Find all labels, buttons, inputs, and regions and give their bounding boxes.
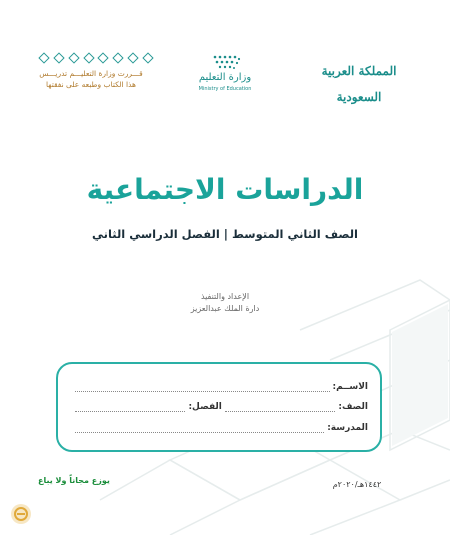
decree-text-line-1: قـــررت وزارة التعليـــم تدريـــس xyxy=(39,69,143,78)
diamond-icon xyxy=(113,52,124,63)
school-field[interactable] xyxy=(75,422,324,433)
preparation-label: الإعداد والتنفيذ xyxy=(200,292,250,301)
decree-text-line-2: هذا الكتاب وطبعه على نفقتها xyxy=(45,80,136,89)
class-label: الفصل: xyxy=(188,402,222,412)
grade-class-row xyxy=(72,398,368,412)
student-info-box xyxy=(56,362,382,452)
name-field[interactable] xyxy=(75,381,330,392)
ministry-emblem-icon xyxy=(212,54,242,72)
diamond-icon xyxy=(142,52,153,63)
ministry-logo xyxy=(182,54,268,98)
school-row xyxy=(72,419,368,433)
name-row xyxy=(72,378,368,392)
ministry-name-en: Ministry of Education xyxy=(198,86,252,92)
diamond-icon xyxy=(127,52,138,63)
preparation-value: دارة الملك عبدالعزيز xyxy=(190,304,260,313)
diamond-icon xyxy=(53,52,64,63)
diamond-icon xyxy=(83,52,94,63)
school-label: المدرسة: xyxy=(327,423,368,433)
kingdom-logo: المملكة العربية السعودية xyxy=(321,64,397,104)
diamond-icon xyxy=(38,52,49,63)
book-subtitle: الصف الثاني المتوسط | الفصل الدراسي الثاني xyxy=(92,227,358,241)
diamond-ornament xyxy=(40,52,152,66)
diamond-icon xyxy=(98,52,109,63)
grade-label: الصف: xyxy=(338,402,368,412)
publisher-emblem-icon xyxy=(10,503,32,525)
edition-year: ١٤٤٢هـ/٢٠٢٠م xyxy=(332,480,382,489)
book-title: الدراسات الاجتماعية xyxy=(86,173,364,206)
grade-field[interactable] xyxy=(225,401,335,412)
name-label: الاســم: xyxy=(332,382,368,392)
diamond-icon xyxy=(68,52,79,63)
free-distribution-note: يوزع مجاناً ولا يباع xyxy=(38,476,110,485)
ministry-name-ar: وزارة التعليم xyxy=(198,72,252,83)
class-field[interactable] xyxy=(75,401,185,412)
